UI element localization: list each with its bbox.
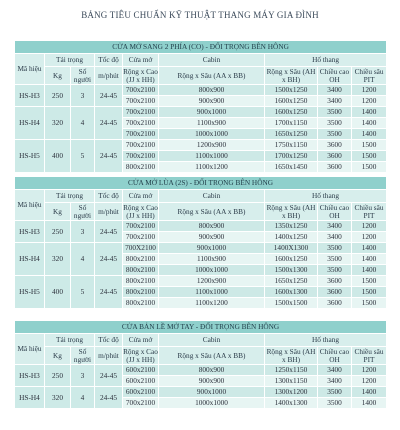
subheader-row xyxy=(15,203,387,221)
persons-cell: 4 xyxy=(71,243,95,276)
spec-table xyxy=(14,320,387,409)
kg-cell: 250 xyxy=(45,365,71,387)
door-cell: 700x2100 xyxy=(123,140,159,151)
pit-header: Hố thang xyxy=(265,54,387,67)
pit-depth-cell: 1400 xyxy=(352,265,387,276)
speed-unit-header: m/phút xyxy=(95,67,123,85)
speed-header: Tốc độ xyxy=(95,190,123,203)
door-cell: 700x2100 xyxy=(123,129,159,140)
pit-cell: 1600x1250 xyxy=(265,96,318,107)
cabin-header: Cabin xyxy=(159,54,265,67)
door-cell: 600x2100 xyxy=(123,365,159,376)
subheader-row xyxy=(15,347,387,365)
door-cell: 800x2100 xyxy=(123,287,159,298)
kg-cell: 320 xyxy=(45,387,71,409)
cabin-cell: 800x900 xyxy=(159,365,265,376)
pit-depth-cell: 1400 xyxy=(352,387,387,398)
model-cell: HS-H4 xyxy=(15,387,45,409)
cabin-dim-header: Rộng x Sâu (AA x BB) xyxy=(159,67,265,85)
pit-dim-header: Rộng x Sâu (AH x BH) xyxy=(265,347,318,365)
persons-cell: 4 xyxy=(71,387,95,409)
pit-depth-cell: 1400 xyxy=(352,243,387,254)
pit-cell: 1400X1300 xyxy=(265,243,318,254)
pit-depth-header: Chiều sâu PIT xyxy=(352,67,387,85)
kg-cell: 400 xyxy=(45,140,71,173)
kg-cell: 250 xyxy=(45,85,71,107)
pit-depth-cell: 1400 xyxy=(352,254,387,265)
pit-header: Hố thang xyxy=(265,190,387,203)
load-header: Tải trọng xyxy=(45,54,95,67)
pit-dim-header: Rộng x Sâu (AH x BH) xyxy=(265,67,318,85)
model-cell: HS-H5 xyxy=(15,276,45,309)
oh-cell: 3500 xyxy=(318,243,352,254)
persons-cell: 5 xyxy=(71,276,95,309)
pit-cell: 1300x1200 xyxy=(265,387,318,398)
table-row xyxy=(15,107,387,118)
oh-cell: 3500 xyxy=(318,265,352,276)
pit-cell: 1300x1150 xyxy=(265,376,318,387)
model-header: Mã hiệu xyxy=(15,54,45,85)
header-row xyxy=(15,54,387,67)
door-header: Cửa mở xyxy=(123,190,159,203)
persons-cell: 3 xyxy=(71,365,95,387)
speed-header: Tốc độ xyxy=(95,54,123,67)
oh-cell: 3600 xyxy=(318,287,352,298)
persons-cell: 4 xyxy=(71,107,95,140)
kg-header: Kg xyxy=(45,347,71,365)
model-header: Mã hiệu xyxy=(15,190,45,221)
kg-cell: 250 xyxy=(45,221,71,243)
cabin-cell: 1100x1200 xyxy=(159,298,265,309)
door-cell: 700x2100 xyxy=(123,398,159,409)
section-title: CỬA BẢN LỀ MỞ TAY - ĐỐI TRỌNG BÊN HÔNG xyxy=(15,321,387,334)
model-header: Mã hiệu xyxy=(15,334,45,365)
cabin-cell: 1200x900 xyxy=(159,276,265,287)
table-row xyxy=(15,387,387,398)
pit-cell: 1500x1500 xyxy=(265,298,318,309)
door-cell: 700x2100 xyxy=(123,85,159,96)
oh-cell: 3500 xyxy=(318,398,352,409)
oh-cell: 3400 xyxy=(318,365,352,376)
door-cell: 800x2100 xyxy=(123,265,159,276)
kg-header: Kg xyxy=(45,203,71,221)
pit-depth-cell: 1500 xyxy=(352,276,387,287)
speed-cell: 24-45 xyxy=(95,387,123,409)
cabin-cell: 1100x900 xyxy=(159,254,265,265)
pit-depth-cell: 1200 xyxy=(352,96,387,107)
oh-cell: 3500 xyxy=(318,254,352,265)
pit-header: Hố thang xyxy=(265,334,387,347)
kg-cell: 320 xyxy=(45,243,71,276)
speed-cell: 24-45 xyxy=(95,85,123,107)
speed-cell: 24-45 xyxy=(95,365,123,387)
pit-depth-cell: 1200 xyxy=(352,85,387,96)
cabin-cell: 1000x1000 xyxy=(159,398,265,409)
oh-header: Chiều cao OH xyxy=(318,67,352,85)
model-cell: HS-H5 xyxy=(15,140,45,173)
pit-depth-cell: 1500 xyxy=(352,287,387,298)
cabin-cell: 1100x1200 xyxy=(159,162,265,173)
cabin-cell: 800x900 xyxy=(159,85,265,96)
section-title-row xyxy=(15,321,387,334)
oh-header: Chiều cao OH xyxy=(318,203,352,221)
door-cell: 700x2100 xyxy=(123,107,159,118)
cabin-header: Cabin xyxy=(159,334,265,347)
door-cell: 700x2100 xyxy=(123,221,159,232)
speed-cell: 24-45 xyxy=(95,221,123,243)
door-cell: 600x2100 xyxy=(123,387,159,398)
pit-cell: 1750x1150 xyxy=(265,140,318,151)
pit-depth-cell: 1400 xyxy=(352,398,387,409)
kg-cell: 400 xyxy=(45,276,71,309)
model-cell: HS-H3 xyxy=(15,365,45,387)
door-cell: 700x2100 xyxy=(123,118,159,129)
kg-cell: 320 xyxy=(45,107,71,140)
pit-depth-cell: 1400 xyxy=(352,107,387,118)
header-row xyxy=(15,190,387,203)
door-header: Cửa mở xyxy=(123,334,159,347)
speed-cell: 24-45 xyxy=(95,243,123,276)
spec-table xyxy=(14,176,387,309)
pit-cell: 1250x1150 xyxy=(265,365,318,376)
cabin-cell: 900x1000 xyxy=(159,107,265,118)
door-cell: 700x2100 xyxy=(123,151,159,162)
door-dim-header: Rộng x Cao (JJ x HH) xyxy=(123,347,158,364)
subheader-row xyxy=(15,67,387,85)
door-cell: 800x2100 xyxy=(123,276,159,287)
section-title: CỬA MỞ SANG 2 PHÍA (CO) - ĐỐI TRỌNG BÊN HÔNG xyxy=(15,41,387,54)
oh-cell: 3600 xyxy=(318,140,352,151)
oh-cell: 3600 xyxy=(318,151,352,162)
oh-cell: 3400 xyxy=(318,232,352,243)
persons-cell: 3 xyxy=(71,85,95,107)
pit-depth-cell: 1500 xyxy=(352,162,387,173)
pit-cell: 1600x1250 xyxy=(265,107,318,118)
cabin-cell: 1000x1000 xyxy=(159,129,265,140)
oh-cell: 3500 xyxy=(318,387,352,398)
pit-cell: 1600x1300 xyxy=(265,287,318,298)
page-title: BẢNG TIÊU CHUẨN KỸ THUẬT THANG MÁY GIA ĐÌNH xyxy=(81,10,319,20)
pit-cell: 1400x1250 xyxy=(265,232,318,243)
speed-unit-header: m/phút xyxy=(95,203,123,221)
persons-cell: 3 xyxy=(71,221,95,243)
pit-cell: 1500x1300 xyxy=(265,265,318,276)
pit-depth-cell: 1200 xyxy=(352,376,387,387)
door-cell: 800x2100 xyxy=(123,162,159,173)
cabin-cell: 1000x1000 xyxy=(159,265,265,276)
pit-depth-cell: 1200 xyxy=(352,221,387,232)
cabin-cell: 1200x900 xyxy=(159,140,265,151)
door-cell: 800x2100 xyxy=(123,254,159,265)
pit-depth-header: Chiều sâu PIT xyxy=(352,347,387,365)
section-title-row xyxy=(15,177,387,190)
table-row xyxy=(15,243,387,254)
persons-header: Số người xyxy=(71,67,95,85)
pit-cell: 1600x1250 xyxy=(265,254,318,265)
persons-header: Số người xyxy=(71,203,95,221)
door-dim-header: Rộng x Cao (JJ x HH) xyxy=(123,203,158,220)
pit-depth-cell: 1200 xyxy=(352,365,387,376)
door-cell: 600x2100 xyxy=(123,376,159,387)
pit-cell: 1650x1250 xyxy=(265,129,318,140)
section-title-row xyxy=(15,41,387,54)
table-row xyxy=(15,140,387,151)
oh-cell: 3400 xyxy=(318,221,352,232)
door-cell: 700x2100 xyxy=(123,96,159,107)
load-header: Tải trọng xyxy=(45,334,95,347)
model-cell: HS-H3 xyxy=(15,85,45,107)
door-cell: 700x2100 xyxy=(123,232,159,243)
cabin-cell: 900x900 xyxy=(159,232,265,243)
model-cell: HS-H4 xyxy=(15,107,45,140)
door-cell: 800x2100 xyxy=(123,298,159,309)
cabin-dim-header: Rộng x Sâu (AA x BB) xyxy=(159,347,265,365)
cabin-cell: 1100x1000 xyxy=(159,287,265,298)
model-cell: HS-H3 xyxy=(15,221,45,243)
oh-cell: 3600 xyxy=(318,276,352,287)
pit-depth-cell: 1500 xyxy=(352,140,387,151)
pit-cell: 1650x1250 xyxy=(265,276,318,287)
pit-cell: 1650x1450 xyxy=(265,162,318,173)
oh-cell: 3400 xyxy=(318,376,352,387)
kg-header: Kg xyxy=(45,67,71,85)
pit-depth-cell: 1400 xyxy=(352,118,387,129)
persons-header: Số người xyxy=(71,347,95,365)
cabin-cell: 800x900 xyxy=(159,221,265,232)
oh-cell: 3600 xyxy=(318,298,352,309)
pit-cell: 1700x1150 xyxy=(265,118,318,129)
cabin-cell: 900x1000 xyxy=(159,387,265,398)
oh-cell: 3400 xyxy=(318,85,352,96)
oh-cell: 3400 xyxy=(318,96,352,107)
oh-cell: 3600 xyxy=(318,162,352,173)
cabin-cell: 900x900 xyxy=(159,96,265,107)
table-row xyxy=(15,221,387,232)
door-cell: 700X2100 xyxy=(123,243,159,254)
persons-cell: 5 xyxy=(71,140,95,173)
speed-unit-header: m/phút xyxy=(95,347,123,365)
pit-cell: 1350x1250 xyxy=(265,221,318,232)
door-dim-header: Rộng x Cao (JJ x HH) xyxy=(123,67,158,84)
cabin-cell: 1100x900 xyxy=(159,118,265,129)
pit-cell: 1500x1250 xyxy=(265,85,318,96)
speed-header: Tốc độ xyxy=(95,334,123,347)
spec-table xyxy=(14,40,387,173)
pit-depth-cell: 1500 xyxy=(352,298,387,309)
header-row xyxy=(15,334,387,347)
pit-depth-cell: 1500 xyxy=(352,151,387,162)
model-cell: HS-H4 xyxy=(15,243,45,276)
oh-header: Chiều cao OH xyxy=(318,347,352,365)
section-title: CỬA MỞ LÙA (2S) - ĐỐI TRỌNG BÊN HÔNG xyxy=(15,177,387,190)
pit-depth-header: Chiều sâu PIT xyxy=(352,203,387,221)
pit-depth-cell: 1200 xyxy=(352,232,387,243)
cabin-cell: 1100x1000 xyxy=(159,151,265,162)
load-header: Tải trọng xyxy=(45,190,95,203)
pit-depth-cell: 1400 xyxy=(352,129,387,140)
oh-cell: 3500 xyxy=(318,118,352,129)
pit-cell: 1700x1250 xyxy=(265,151,318,162)
pit-dim-header: Rộng x Sâu (AH x BH) xyxy=(265,203,318,221)
oh-cell: 3500 xyxy=(318,129,352,140)
table-row xyxy=(15,365,387,376)
speed-cell: 24-45 xyxy=(95,276,123,309)
cabin-cell: 900x900 xyxy=(159,376,265,387)
cabin-cell: 900x1000 xyxy=(159,243,265,254)
table-row xyxy=(15,276,387,287)
cabin-dim-header: Rộng x Sâu (AA x BB) xyxy=(159,203,265,221)
cabin-header: Cabin xyxy=(159,190,265,203)
table-row xyxy=(15,85,387,96)
speed-cell: 24-45 xyxy=(95,140,123,173)
oh-cell: 3500 xyxy=(318,107,352,118)
pit-cell: 1400x1300 xyxy=(265,398,318,409)
door-header: Cửa mở xyxy=(123,54,159,67)
speed-cell: 24-45 xyxy=(95,107,123,140)
